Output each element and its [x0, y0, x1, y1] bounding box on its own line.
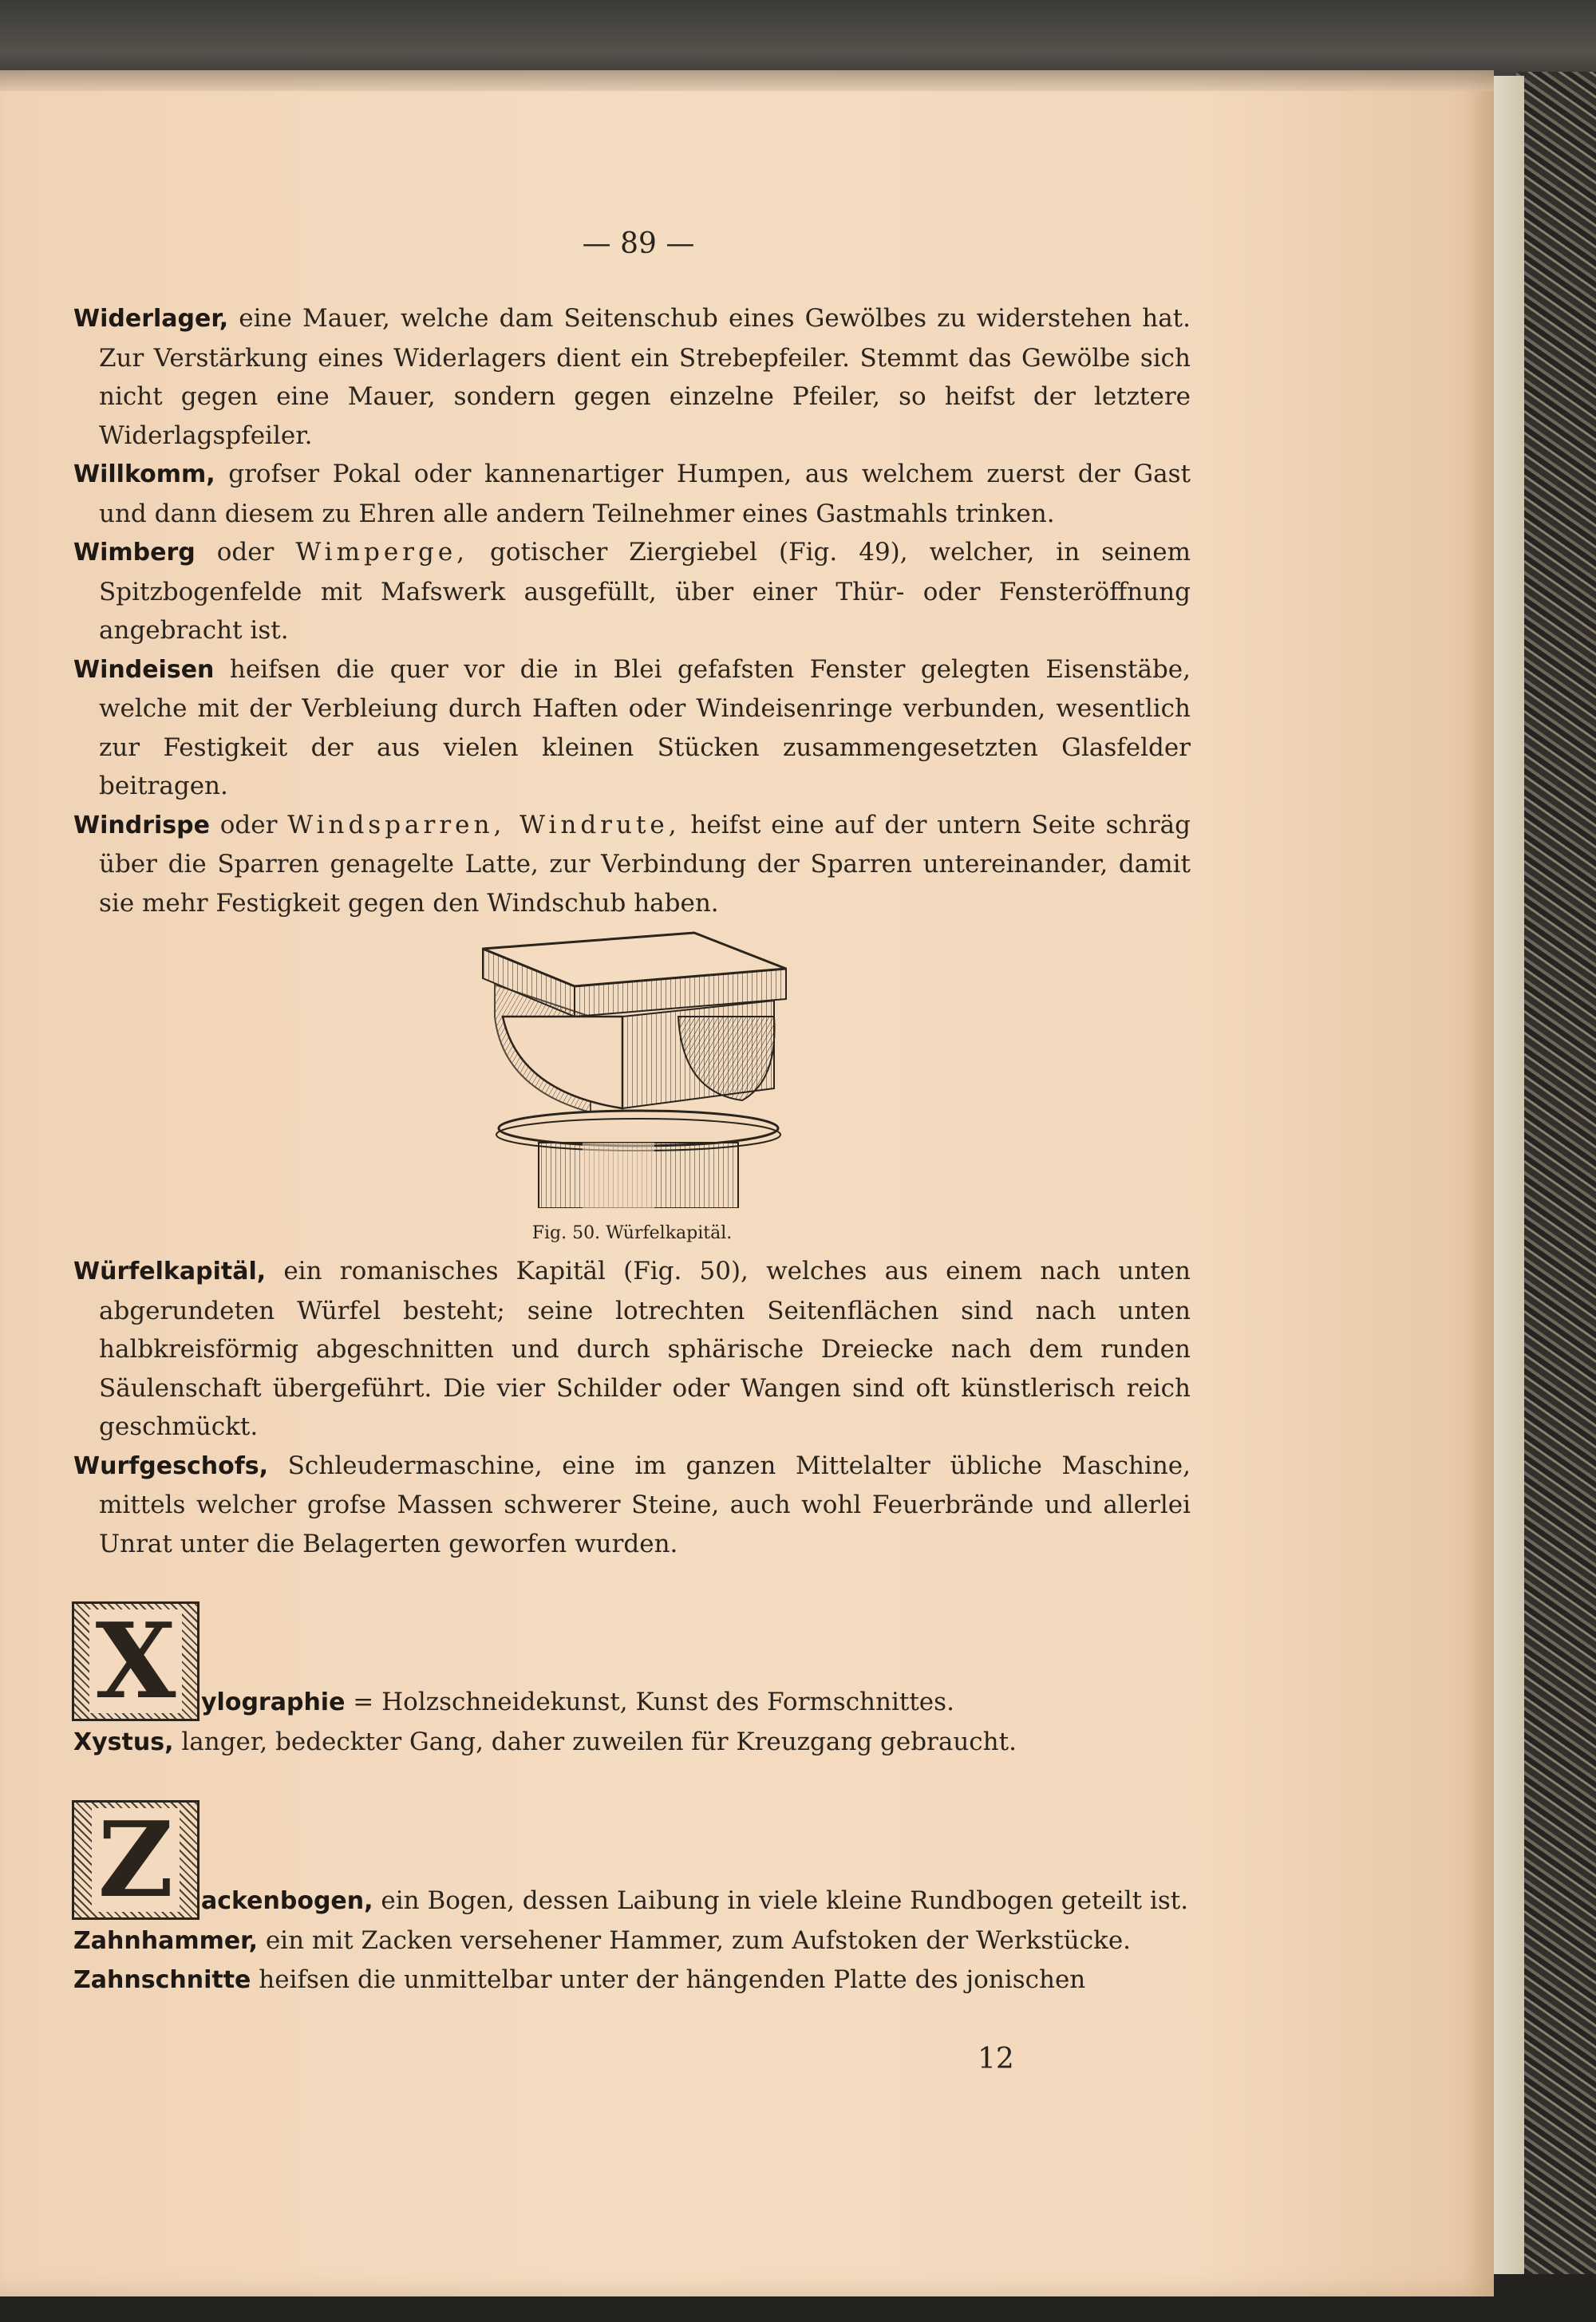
- figure-caption: Fig. 50. Würfelkapitäl.: [531, 1223, 733, 1243]
- entry-term: ylographie: [201, 1688, 346, 1716]
- entry-term: ackenbogen,: [201, 1887, 373, 1915]
- entry-windrispe: [73, 806, 1191, 923]
- entry-synonym: Windsparren, Windrute,: [287, 810, 681, 839]
- entry-term: Würfelkapitäl,: [73, 1258, 267, 1285]
- entry-zahnhammer: [73, 1921, 1191, 1961]
- marbled-cover-board: [1516, 72, 1596, 2290]
- entry-willkomm: [73, 455, 1191, 533]
- entry-windeisen: [73, 650, 1191, 806]
- entry-synonym: Wimperge,: [295, 538, 469, 567]
- entry-connector: oder: [195, 538, 296, 567]
- entry-term: Windeisen: [73, 655, 215, 684]
- page-number: — 89 —: [582, 227, 695, 260]
- entry-zackenbogen: [73, 1800, 1191, 1921]
- printer-signature-mark: 12: [978, 2043, 1014, 2075]
- entry-text: eine Mauer, welche dam Seitenschub eines Gewölbes zu widerstehen hat. Zur Verstärkung eines Widerlagers dient ein Strebepfeiler. Stemmt das Gewölbe sich nicht gegen eine Mauer, sondern gegen einzelne Pfeiler, so heifst der letztere Widerlagspfeiler.: [99, 304, 1191, 450]
- text-column: [73, 299, 1191, 2000]
- entry-text: grofser Pokal oder kannenartiger Humpen, aus welchem zuerst der Gast und dann diesem zu Ehren alle andern Teilnehmer eines Gastmahls trinken.: [99, 460, 1191, 528]
- entry-zahnschnitte: [73, 1961, 1191, 2000]
- entry-term: Wimberg: [73, 539, 196, 567]
- entry-text: Schleudermaschine, eine im ganzen Mittelalter übliche Maschine, mittels welcher grofse Massen schwerer Steine, auch wohl Feuerbrände und allerlei Unrat unter die Belagerten geworfen wurden.: [99, 1451, 1191, 1558]
- entry-xylographie: [73, 1601, 1191, 1723]
- entry-text: heifsen die unmittelbar unter der hängenden Platte des jonischen: [251, 1965, 1086, 1994]
- entry-term: Zahnhammer,: [73, 1926, 258, 1955]
- initial-letter: Z: [92, 1808, 180, 1912]
- entry-text: = Holzschneidekunst, Kunst des Formschnittes.: [345, 1688, 954, 1716]
- entry-text: heifst eine auf der untern Seite schräg über die Sparren genagelte Latte, zur Verbindung der Sparren untereinander, damit sie mehr Festigkeit gegen den Windschub haben.: [99, 810, 1191, 918]
- entry-wimberg: [73, 533, 1191, 650]
- entry-term: Zahnschnitte: [73, 1966, 251, 1994]
- entry-term: Wurfgeschofs,: [73, 1451, 269, 1480]
- entry-term: Widerlager,: [73, 305, 229, 333]
- entry-term: Windrispe: [73, 811, 210, 839]
- entry-text: gotischer Ziergiebel (Fig. 49), welcher, in seinem Spitzbogenfelde mit Mafswerk ausgefüllt, über einer Thür- oder Fensteröffnung angebracht ist.: [99, 538, 1191, 645]
- initial-letter: X: [89, 1609, 183, 1713]
- section-z: [73, 1800, 1191, 1921]
- decorative-initial-z: [72, 1800, 200, 1920]
- cushion-capital-illustration: [479, 929, 790, 1208]
- entry-term: Xystus,: [73, 1728, 174, 1756]
- entry-term: Willkomm,: [73, 460, 215, 488]
- decorative-initial-x: [72, 1601, 200, 1721]
- entry-xystus: [73, 1723, 1191, 1763]
- entry-wurfgeschoss: [73, 1447, 1191, 1564]
- figure-cushion-capital: [73, 929, 1191, 1252]
- section-x: [73, 1601, 1191, 1723]
- entry-text: ein romanisches Kapitäl (Fig. 50), welches aus einem nach unten abgerundeten Würfel besteht; seine lotrechten Seitenflächen sind nach unten halbkreisförmig abgeschnitten und durch sphärische Dreiecke nach dem runden Säulenschaft übergeführt. Die vier Schilder oder Wangen sind oft künstlerisch reich geschmückt.: [99, 1257, 1191, 1441]
- entry-text: ein Bogen, dessen Laibung in viele kleine Rundbogen geteilt ist.: [373, 1886, 1189, 1915]
- entry-connector: oder: [209, 810, 288, 839]
- entry-text: langer, bedeckter Gang, daher zuweilen für Kreuzgang gebraucht.: [173, 1727, 1017, 1756]
- page-edge-shadow: [0, 70, 1494, 91]
- entry-text: heifsen die quer vor die in Blei gefafsten Fenster gelegten Eisenstäbe, welche mit der Verbleiung durch Haften oder Windeisenringe verbunden, wesentlich zur Festigkeit der aus vielen kleinen Stücken zusammengesetzten Glasfelder beitragen.: [99, 654, 1191, 800]
- entry-widerlager: [73, 299, 1191, 455]
- entry-wuerfelkapitael: [73, 1252, 1191, 1447]
- entry-text: ein mit Zacken versehener Hammer, zum Aufstoken der Werkstücke.: [257, 1925, 1132, 1955]
